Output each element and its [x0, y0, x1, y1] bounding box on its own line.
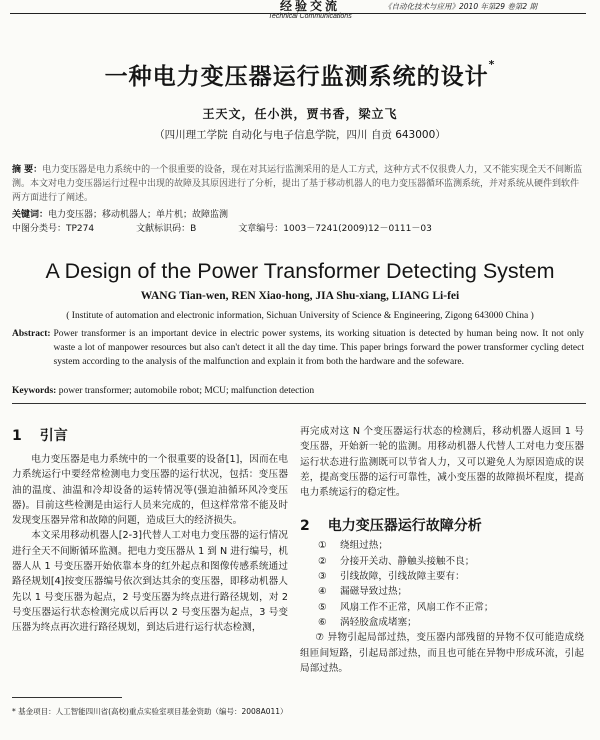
section-2-title: 电力变压器运行故障分析 [327, 518, 482, 535]
keywords-en-text: power transformer; automobile robot; MCU; malfunction detection [58, 386, 315, 396]
list-item [300, 615, 584, 630]
list-item [300, 600, 584, 615]
list-item-text: 涡轻胶盒成堵塞； [340, 616, 417, 628]
abstract-cn-label: 摘 要： [12, 165, 43, 175]
section-1-number: 1 [12, 428, 22, 444]
abstract-en-label: Abstract: [12, 329, 51, 339]
keywords-cn-label: 关键词： [12, 210, 49, 220]
list-item [300, 569, 584, 584]
list-item-number: ⑤ [318, 601, 327, 613]
document-code: 文献标识码：B [136, 224, 197, 234]
section-1-paragraph-1: 电力变压器是电力系统中的一个很重要的设备[1]，因而在电力系统运行中要经常检测电力变压器的运行状况，包括：变压器油的温度、油温和冷却设备的运转情况等(强迫油循环风冷变压器)。目前这些检测是由运行人员来完成的，但这样常常不能及时发现变压器异常和故障的问题，造成巨大的经济损失。 [12, 454, 288, 527]
abstract-en [12, 327, 584, 370]
authors-cn: 王天文，任小洪，贾书香，梁立飞 [202, 107, 398, 121]
list-item [300, 584, 584, 599]
title-en: A Design of the Power Transformer Detecting System [45, 259, 555, 283]
affiliation-en: ( Institute of automation and electronic information, Sichuan University of Science & Engineering, Zigong 643000 China ) [66, 311, 534, 321]
journal-citation: 《自动化技术与应用》2010 年第29 卷第2 期 [384, 2, 538, 11]
affiliation-cn: （四川理工学院 自动化与电子信息学院，四川 自贡 643000） [154, 129, 446, 141]
right-column [300, 424, 584, 676]
list-item-text: 引线故障，引线故障主要有： [340, 571, 465, 583]
section-1-heading [12, 426, 288, 446]
abstract-divider [12, 403, 586, 404]
abstract-cn [12, 163, 584, 205]
section-2-number: 2 [300, 518, 310, 535]
list-item-text: 漏磁导致过热； [340, 586, 408, 598]
header-divider [10, 13, 586, 14]
list-item-number: ⑥ [318, 616, 327, 628]
list-item-number: ④ [318, 586, 327, 598]
list-item-number: ① [318, 540, 327, 552]
journal-section-cn: 经验交流 [279, 0, 340, 13]
journal-header [250, 0, 370, 21]
keywords-cn [12, 208, 584, 222]
authors-en: WANG Tian-wen, REN Xiao-hong, JIA Shu-xiang, LIANG Li-fei [140, 290, 460, 302]
class-number: 中图分类号：TP274 [12, 224, 95, 234]
title-footnote-mark: * [488, 58, 496, 71]
keywords-en-label: Keywords: [12, 386, 57, 396]
list-item [300, 538, 584, 553]
section-1-paragraph-continued: 再完成对这 N 个变压器运行状态的检测后，移动机器人返回 1 号变压器，开始新一轮的监测。用移动机器人代替人工对电力变压器运行状态进行监测既可以节省人力，又可以避免人为原因造成的误差，提高变压器的运行可靠性，减小变压器的故障损坏程度，提高电力系统运行的稳定性。 [300, 426, 584, 499]
left-column [12, 426, 288, 636]
list-item-number: ③ [318, 571, 327, 583]
classification-row [12, 222, 584, 236]
footnote-divider [12, 697, 122, 698]
list-item-text: 绕组过热； [340, 540, 388, 552]
journal-section-en: Technical Communications [268, 13, 352, 20]
list-item-number: ② [318, 555, 327, 567]
article-id: 文章编号：1003－7241(2009)12－0111－03 [238, 224, 432, 234]
list-item [300, 554, 584, 569]
title-cn-text: 一种电力变压器运行监测系统的设计 [104, 64, 489, 90]
section-2-heading [300, 516, 584, 536]
section-1-title: 引言 [39, 428, 68, 444]
keywords-cn-text: 电力变压器；移动机器人；单片机；故障监测 [48, 210, 229, 220]
footnote-funding: * 基金项目：人工智能四川省(高校)重点实验室项目基金资助（编号：2008A011） [12, 707, 288, 716]
list-item-text: 风扇工作不正常，风扇工作不正常； [340, 601, 494, 613]
title-cn [0, 58, 600, 91]
keywords-en [12, 386, 584, 396]
abstract-en-text: Power transformer is an important device in electric power systems, its working situation is detected by human being now. It not only waste a lot of manpower resources but also can't detect it all the day time. This paper brings forward the power transformer cycling detect system according to the analysis of the malfunction and explain it from both the hardware and the sofeware. [53, 329, 584, 368]
abstract-cn-text: 电力变压器是电力系统中的一个很重要的设备，现在对其运行监测采用的是人工方式，这种方式不仅很费人力，又不能实现全天不间断监测。本文对电力变压器运行过程中出现的故障及其原因进行了分析，提出了基于移动机器人的电力变压器循环监测系统，并对系统从硬件到软件两方面进行了阐述。 [12, 165, 583, 203]
list-item-text: 分接开关动、静触头接触不良； [340, 555, 475, 567]
list-item-7: ⑦ 异物引起局部过热，变压器内部残留的异物不仅可能造成绕组匝间短路，引起局部过热，而且也可能在异物中形成环流，引起局部过热。 [300, 632, 584, 674]
section-1-paragraph-2: 本文采用移动机器人[2-3]代替人工对电力变压器的运行情况进行全天不间断循环监测。把电力变压器从 1 到 N 进行编号，机器人从 1 号变压器开始依靠本身的红外起点和图像传感系统通过路径规划[4]按变压器编号依次到达其余的变压器，即移动机器人先以 1 号变压器为起点，2 号变压器为终点进行路径规划，对 2 号变压器运行状态检测完成以后再以 2 号变压器为起点，3 号变压器为终点再次进行路径规划，到达后进行运行状态检测， [12, 530, 288, 634]
